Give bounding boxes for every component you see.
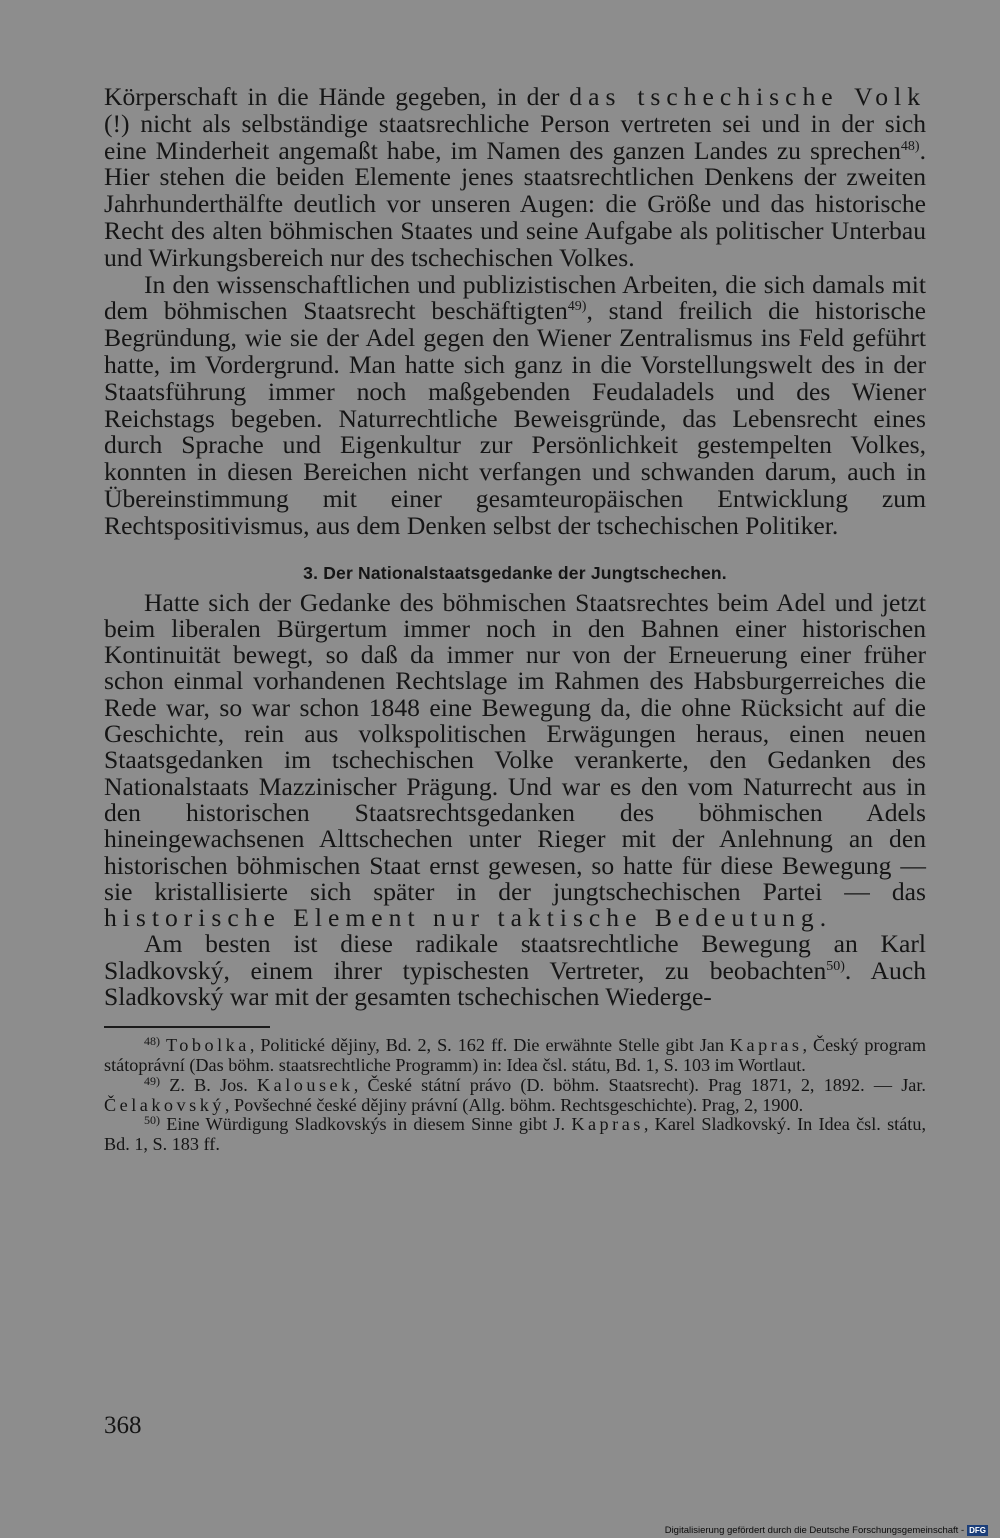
text-run: In den wissenschaftlichen und publizistischen Arbeiten, die sich damals mit dem böhmischen Staatsrecht beschäftigten <box>104 269 926 326</box>
text-run: , Politické dějiny, Bd. 2, S. 162 ff. Die erwähnte Stelle gibt Jan <box>249 1035 730 1056</box>
text-run: . Auch Sladkovský war mit der gesamten tschechischen Wiederge- <box>104 955 926 1011</box>
footnote-50 <box>104 1115 926 1155</box>
footnote-mark: 49) <box>144 1073 160 1088</box>
spaced-author: Kalousek <box>257 1074 354 1095</box>
page-content <box>104 84 926 1155</box>
footnote-mark: 50) <box>144 1113 160 1128</box>
credit-text: Digitalisierung gefördert durch die Deutsche Forschungsgemeinschaft - <box>664 1525 965 1536</box>
text-run: Körperschaft in die Hände gegeben, in der <box>104 82 570 111</box>
text-run: , Český program státoprávní (Das böhm. staatsrechtliche Programm) in: Idea čsl. státu, Bd. 1, S. 103 im Wortlaut. <box>104 1035 926 1076</box>
footnote-mark: 48) <box>144 1034 160 1049</box>
text-run: . Hier stehen die beiden Elemente jenes staatsrechtlichen Denkens der zweiten Jahrhunderthälfte deutlich vor unseren Augen: die Größe und das historische Recht des alten böhmischen Staates und seine Aufgabe als politischer Unterbau und Wirkungsbereich nur des tschechischen Volkes. <box>104 135 926 272</box>
text-run: (!) nicht als selbständige staatsrechliche Person vertreten sei und in der sich eine Minderheit angemaßt habe, im Namen des ganzen Landes zu sprechen <box>104 108 926 165</box>
footnotes <box>104 1036 926 1155</box>
spaced-emphasis: das tschechische Volk <box>569 82 926 111</box>
text-run: Eine Würdigung Sladkovskýs in diesem Sinne gibt J. <box>166 1114 572 1135</box>
spaced-emphasis: historische Element nur taktische Bedeutung <box>104 903 820 933</box>
spaced-author: Kapras <box>571 1114 644 1135</box>
text-run: Z. B. Jos. <box>169 1074 257 1095</box>
footnote-48 <box>104 1036 926 1076</box>
section-heading: 3. Der Nationalstaatsgedanke der Jungtschechen. <box>303 562 727 583</box>
dfg-logo-icon: DFG <box>969 1526 986 1535</box>
text-run: , Karel Sladkovský. In Idea čsl. státu, Bd. 1, S. 183 ff. <box>104 1114 926 1155</box>
footnote-ref: 49) <box>567 299 587 315</box>
text-run: Am besten ist diese radikale staatsrechtliche Bewegung an Karl Sladkovský, einem ihrer typischesten Vertreter, zu beobachten <box>104 929 926 985</box>
text-run: . <box>819 903 827 933</box>
footnote-49 <box>104 1073 926 1116</box>
spaced-author: Čelakovský <box>104 1094 225 1115</box>
digitization-credit <box>665 1525 988 1536</box>
main-text <box>104 84 926 540</box>
paragraph-2 <box>104 269 926 540</box>
paragraph-1 <box>104 84 926 272</box>
paragraph-4 <box>104 931 926 1010</box>
paragraph-3 <box>104 587 926 933</box>
spaced-author: Kapras <box>729 1035 803 1056</box>
footnote-divider <box>104 1026 270 1028</box>
section-text <box>104 587 926 1011</box>
spaced-author: Tobolka <box>165 1035 250 1056</box>
page-number: 368 <box>104 1412 142 1439</box>
text-run: Hatte sich der Gedanke des böhmischen Staatsrechtes beim Adel und jetzt beim liberalen Bürgertum immer noch in den Bahnen einer historischen Kontinuität bewegt, so daß da immer nur von der Erneuerung einer früher schon einmal vorhandenen Rechtslage im Rahmen des Habsburgerreiches die Rede war, so war schon 1848 eine Bewegung da, die ohne Rücksicht auf die Geschichte, rein aus volkspolitischen Erwägungen heraus, einen neuen Staatsgedanken im tschechischen Volke verankerte, den Gedanken des Nationalstaats Mazzinischer Prägung. Und war es den vom Naturrecht aus in den historischen Staatsrechtsgedanken des böhmischen Adels hineingewachsenen Alttschechen unter Rieger mit der Anlehnung an den historischen böhmischen Staat ernst gewesen, so hatte für diese Bewegung — sie kristallisierte sich später in der jungtschechischen Partei — das <box>104 587 926 906</box>
text-run: , stand freilich die historische Begründung, wie sie der Adel gegen den Wiener Zentralismus ins Feld geführt hatte, im Vordergrund. Man hatte sich ganz in die Vorstellungswelt des in der Staatsführung immer noch maßgebenden Feudaladels und des Wiener Reichstags begeben. Naturrechtliche Beweisgründe, das Lebensrecht eines durch Sprache und Eigenkultur zur Persönlichkeit gestempelten Volkes, konnten in diesen Bereichen nicht verfangen und schwanden darum, auch in Übereinstimmung mit einer gesamteuropäischen Entwicklung zum Rechtspositivismus, aus dem Denken selbst der tschechischen Politiker. <box>104 296 926 540</box>
text-run: , Povšechné české dějiny právní (Allg. böhm. Rechtsgeschichte). Prag, 2, 1900. <box>224 1094 804 1115</box>
footnote-ref: 48) <box>900 138 920 154</box>
text-run: , České státní právo (D. böhm. Staatsrecht). Prag 1871, 2, 1892. — Jar. <box>353 1074 926 1095</box>
footnote-ref: 50) <box>826 958 845 974</box>
